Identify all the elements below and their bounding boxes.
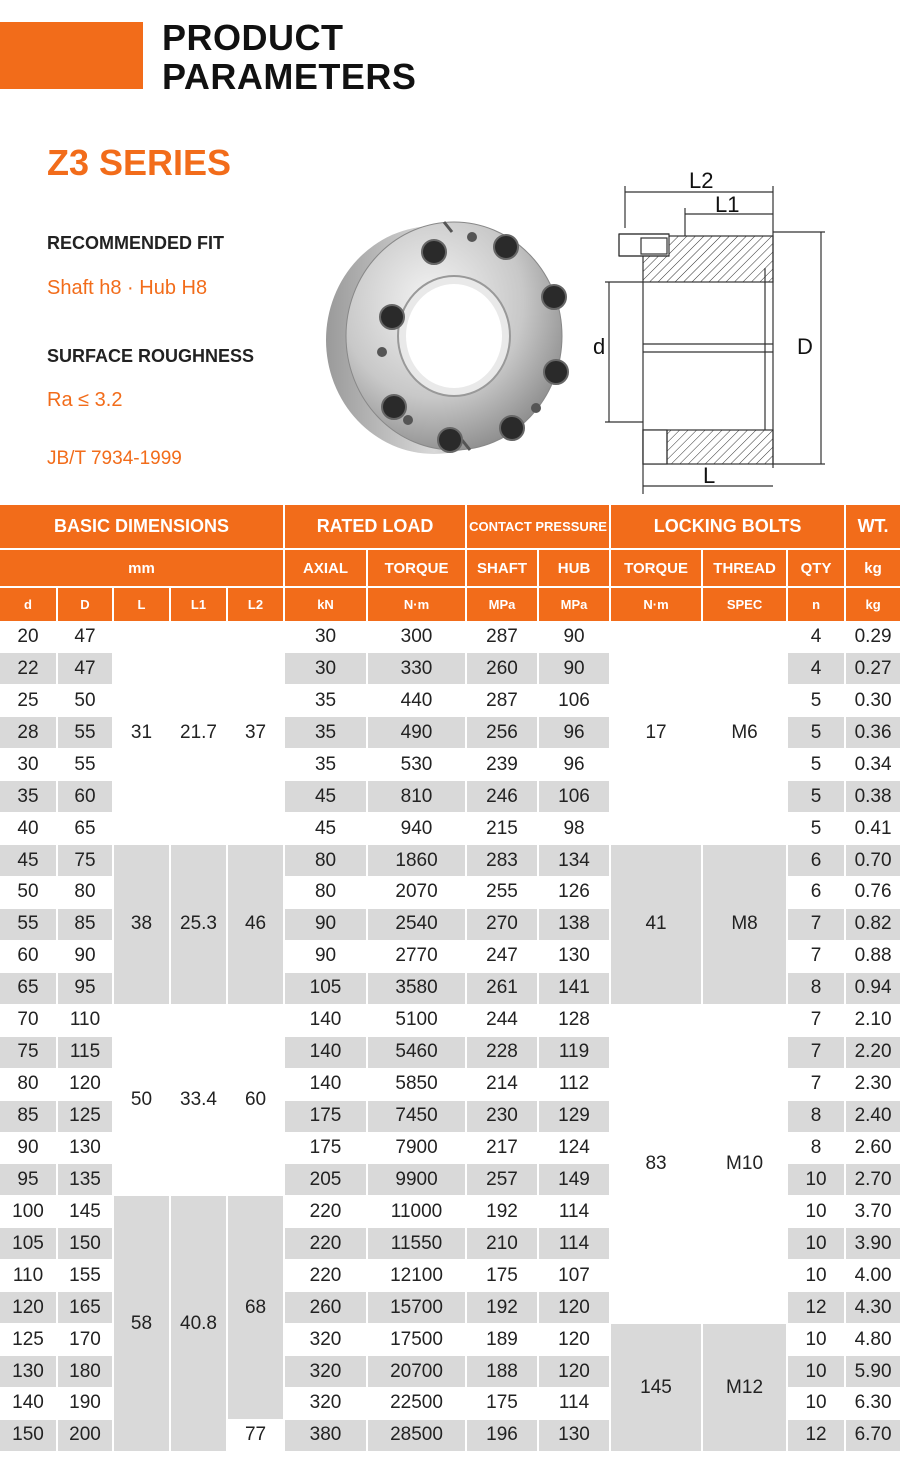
cell-shaft-pressure: 257: [466, 1164, 538, 1196]
cell-hub-pressure: 126: [538, 877, 610, 909]
cell-axial: 220: [284, 1260, 367, 1292]
cell-shaft-pressure: 246: [466, 781, 538, 813]
group-header: CONTACT PRESSURE: [466, 505, 610, 549]
table-row: [0, 845, 900, 877]
cell-hub-pressure: 114: [538, 1196, 610, 1228]
cell-d: 140: [0, 1388, 57, 1420]
cell-shaft-pressure: 239: [466, 749, 538, 781]
cell-D: 110: [57, 1004, 113, 1036]
cell-shaft-pressure: 217: [466, 1132, 538, 1164]
cell-L2: 68: [227, 1196, 284, 1420]
unit-header: d: [0, 587, 57, 621]
unit-header: N·m: [610, 587, 702, 621]
cell-shaft-pressure: 189: [466, 1324, 538, 1356]
cell-axial: 80: [284, 845, 367, 877]
cell-qty: 8: [787, 1132, 845, 1164]
cell-hub-pressure: 119: [538, 1036, 610, 1068]
cell-weight: 3.90: [845, 1228, 900, 1260]
unit-header: SPEC: [702, 587, 787, 621]
cell-hub-pressure: 90: [538, 621, 610, 653]
cell-weight: 2.60: [845, 1132, 900, 1164]
cell-D: 80: [57, 877, 113, 909]
cell-D: 50: [57, 685, 113, 717]
unit-header: L: [113, 587, 170, 621]
cell-qty: 6: [787, 877, 845, 909]
cell-d: 120: [0, 1292, 57, 1324]
cell-D: 180: [57, 1356, 113, 1388]
cell-hub-pressure: 114: [538, 1388, 610, 1420]
cell-shaft-pressure: 247: [466, 940, 538, 972]
cell-axial: 80: [284, 877, 367, 909]
cell-qty: 7: [787, 1036, 845, 1068]
cell-torque: 7450: [367, 1100, 466, 1132]
sub-header: TORQUE: [367, 549, 466, 587]
group-header-row: [0, 505, 900, 549]
cell-d: 150: [0, 1419, 57, 1451]
cell-D: 200: [57, 1419, 113, 1451]
cell-torque: 15700: [367, 1292, 466, 1324]
cell-axial: 105: [284, 972, 367, 1004]
cell-d: 30: [0, 749, 57, 781]
cell-qty: 4: [787, 621, 845, 653]
cell-hub-pressure: 106: [538, 781, 610, 813]
cell-torque: 530: [367, 749, 466, 781]
cell-shaft-pressure: 244: [466, 1004, 538, 1036]
sub-header: SHAFT: [466, 549, 538, 587]
cell-d: 65: [0, 972, 57, 1004]
cell-axial: 140: [284, 1068, 367, 1100]
cell-axial: 45: [284, 781, 367, 813]
cell-torque: 11550: [367, 1228, 466, 1260]
cell-qty: 8: [787, 1100, 845, 1132]
cell-qty: 5: [787, 781, 845, 813]
cell-weight: 5.90: [845, 1356, 900, 1388]
cell-bolt-thread: M10: [702, 1004, 787, 1323]
cell-torque: 440: [367, 685, 466, 717]
cell-d: 45: [0, 845, 57, 877]
recommended-fit-label: RECOMMENDED FIT: [47, 233, 224, 253]
unit-header: kN: [284, 587, 367, 621]
cell-hub-pressure: 96: [538, 717, 610, 749]
cell-D: 95: [57, 972, 113, 1004]
cell-weight: 0.88: [845, 940, 900, 972]
page-title-line1: PRODUCT: [162, 17, 344, 58]
cell-hub-pressure: 107: [538, 1260, 610, 1292]
cell-d: 110: [0, 1260, 57, 1292]
group-header: RATED LOAD: [284, 505, 466, 549]
cell-qty: 10: [787, 1228, 845, 1260]
cell-hub-pressure: 130: [538, 1419, 610, 1451]
cell-qty: 8: [787, 972, 845, 1004]
cell-axial: 380: [284, 1419, 367, 1451]
sub-header: HUB: [538, 549, 610, 587]
sub-header: AXIAL: [284, 549, 367, 587]
cell-d: 95: [0, 1164, 57, 1196]
cell-shaft-pressure: 192: [466, 1196, 538, 1228]
cell-d: 105: [0, 1228, 57, 1260]
cell-hub-pressure: 98: [538, 813, 610, 845]
header-accent-bar: [0, 22, 143, 89]
cell-axial: 260: [284, 1292, 367, 1324]
cell-weight: 3.70: [845, 1196, 900, 1228]
cell-qty: 7: [787, 1068, 845, 1100]
cell-torque: 810: [367, 781, 466, 813]
cell-hub-pressure: 96: [538, 749, 610, 781]
cell-weight: 4.80: [845, 1324, 900, 1356]
cell-weight: 6.70: [845, 1419, 900, 1451]
cell-qty: 12: [787, 1292, 845, 1324]
cell-axial: 205: [284, 1164, 367, 1196]
cell-L2: 46: [227, 845, 284, 1005]
cell-qty: 10: [787, 1388, 845, 1420]
parameters-table: [0, 505, 900, 1452]
cell-shaft-pressure: 228: [466, 1036, 538, 1068]
sub-header: THREAD: [702, 549, 787, 587]
cell-weight: 0.70: [845, 845, 900, 877]
cell-weight: 0.76: [845, 877, 900, 909]
cell-hub-pressure: 124: [538, 1132, 610, 1164]
cell-weight: 0.30: [845, 685, 900, 717]
cell-D: 75: [57, 845, 113, 877]
cell-torque: 5100: [367, 1004, 466, 1036]
cell-weight: 0.34: [845, 749, 900, 781]
cell-L2: 60: [227, 1004, 284, 1196]
cell-hub-pressure: 128: [538, 1004, 610, 1036]
cell-d: 125: [0, 1324, 57, 1356]
cell-qty: 10: [787, 1260, 845, 1292]
cell-qty: 10: [787, 1324, 845, 1356]
table-row: [0, 621, 900, 653]
product-photo: [322, 212, 572, 462]
cell-hub-pressure: 120: [538, 1324, 610, 1356]
cell-shaft-pressure: 196: [466, 1419, 538, 1451]
cell-shaft-pressure: 175: [466, 1388, 538, 1420]
dim-L2-label: L2: [689, 168, 714, 193]
cell-torque: 3580: [367, 972, 466, 1004]
cell-d: 60: [0, 940, 57, 972]
cell-bolt-torque: 41: [610, 845, 702, 1005]
cell-L1: 21.7: [170, 621, 227, 845]
cell-d: 85: [0, 1100, 57, 1132]
cell-D: 47: [57, 621, 113, 653]
cell-qty: 4: [787, 653, 845, 685]
cell-d: 28: [0, 717, 57, 749]
cell-d: 55: [0, 908, 57, 940]
cell-axial: 35: [284, 685, 367, 717]
cell-d: 40: [0, 813, 57, 845]
unit-header: N·m: [367, 587, 466, 621]
cell-shaft-pressure: 188: [466, 1356, 538, 1388]
cell-torque: 22500: [367, 1388, 466, 1420]
cell-torque: 490: [367, 717, 466, 749]
cell-D: 170: [57, 1324, 113, 1356]
cell-axial: 140: [284, 1036, 367, 1068]
cell-torque: 2070: [367, 877, 466, 909]
cell-weight: 0.82: [845, 908, 900, 940]
series-title: Z3 SERIES: [47, 142, 232, 183]
dim-L-label: L: [703, 463, 716, 488]
unit-header: L2: [227, 587, 284, 621]
cell-hub-pressure: 134: [538, 845, 610, 877]
cell-axial: 220: [284, 1228, 367, 1260]
standard-code: JB/T 7934-1999: [47, 448, 182, 469]
cell-weight: 2.30: [845, 1068, 900, 1100]
cell-d: 25: [0, 685, 57, 717]
cell-bolt-thread: M6: [702, 621, 787, 845]
cell-torque: 28500: [367, 1419, 466, 1451]
cell-axial: 90: [284, 940, 367, 972]
cell-d: 35: [0, 781, 57, 813]
cell-weight: 4.00: [845, 1260, 900, 1292]
cell-L: 31: [113, 621, 170, 845]
cell-hub-pressure: 120: [538, 1292, 610, 1324]
cell-torque: 2770: [367, 940, 466, 972]
cell-shaft-pressure: 287: [466, 685, 538, 717]
cell-d: 22: [0, 653, 57, 685]
surface-roughness-value: Ra ≤ 3.2: [47, 389, 123, 411]
cell-torque: 1860: [367, 845, 466, 877]
cell-qty: 5: [787, 749, 845, 781]
cell-L: 38: [113, 845, 170, 1005]
cell-D: 135: [57, 1164, 113, 1196]
cell-D: 125: [57, 1100, 113, 1132]
cell-axial: 45: [284, 813, 367, 845]
cell-axial: 90: [284, 908, 367, 940]
cell-hub-pressure: 112: [538, 1068, 610, 1100]
cell-qty: 7: [787, 1004, 845, 1036]
cell-D: 120: [57, 1068, 113, 1100]
cell-shaft-pressure: 214: [466, 1068, 538, 1100]
cell-bolt-torque: 83: [610, 1004, 702, 1323]
cell-D: 130: [57, 1132, 113, 1164]
cell-hub-pressure: 130: [538, 940, 610, 972]
cell-shaft-pressure: 210: [466, 1228, 538, 1260]
group-header: LOCKING BOLTS: [610, 505, 845, 549]
cell-hub-pressure: 149: [538, 1164, 610, 1196]
cell-hub-pressure: 120: [538, 1356, 610, 1388]
cross-section-drawing: [585, 168, 835, 498]
cell-d: 20: [0, 621, 57, 653]
unit-header-row: [0, 587, 900, 621]
cell-L1: 25.3: [170, 845, 227, 1005]
cell-axial: 35: [284, 749, 367, 781]
cell-axial: 220: [284, 1196, 367, 1228]
cell-D: 115: [57, 1036, 113, 1068]
cell-qty: 10: [787, 1164, 845, 1196]
cell-hub-pressure: 138: [538, 908, 610, 940]
cell-axial: 320: [284, 1388, 367, 1420]
cell-qty: 5: [787, 813, 845, 845]
cell-hub-pressure: 114: [538, 1228, 610, 1260]
cell-torque: 9900: [367, 1164, 466, 1196]
cell-shaft-pressure: 192: [466, 1292, 538, 1324]
sub-header-row: [0, 549, 900, 587]
cell-torque: 300: [367, 621, 466, 653]
dim-L1-label: L1: [715, 192, 740, 217]
cell-weight: 0.41: [845, 813, 900, 845]
cell-axial: 140: [284, 1004, 367, 1036]
cell-weight: 2.20: [845, 1036, 900, 1068]
group-header: BASIC DIMENSIONS: [0, 505, 284, 549]
cell-axial: 175: [284, 1100, 367, 1132]
unit-header: D: [57, 587, 113, 621]
cell-D: 47: [57, 653, 113, 685]
cell-L: 50: [113, 1004, 170, 1196]
cell-hub-pressure: 141: [538, 972, 610, 1004]
cell-qty: 10: [787, 1356, 845, 1388]
cell-d: 50: [0, 877, 57, 909]
unit-header: L1: [170, 587, 227, 621]
sub-header: QTY: [787, 549, 845, 587]
sub-header: kg: [845, 549, 900, 587]
cell-torque: 940: [367, 813, 466, 845]
cell-shaft-pressure: 215: [466, 813, 538, 845]
cell-shaft-pressure: 287: [466, 621, 538, 653]
cell-weight: 2.70: [845, 1164, 900, 1196]
cell-D: 150: [57, 1228, 113, 1260]
group-header: WT.: [845, 505, 900, 549]
cell-D: 155: [57, 1260, 113, 1292]
cell-qty: 7: [787, 908, 845, 940]
dim-d-label: d: [593, 334, 606, 359]
cell-d: 130: [0, 1356, 57, 1388]
cell-axial: 35: [284, 717, 367, 749]
cell-L1: 40.8: [170, 1196, 227, 1452]
cell-shaft-pressure: 260: [466, 653, 538, 685]
cell-D: 165: [57, 1292, 113, 1324]
sub-header: mm: [0, 549, 284, 587]
cell-hub-pressure: 106: [538, 685, 610, 717]
cell-shaft-pressure: 255: [466, 877, 538, 909]
page-title: [162, 18, 416, 96]
cell-qty: 10: [787, 1196, 845, 1228]
cell-L1: 33.4: [170, 1004, 227, 1196]
cell-qty: 6: [787, 845, 845, 877]
cell-torque: 11000: [367, 1196, 466, 1228]
surface-roughness-label: SURFACE ROUGHNESS: [47, 346, 255, 366]
cell-qty: 12: [787, 1419, 845, 1451]
cell-weight: 0.94: [845, 972, 900, 1004]
cell-qty: 5: [787, 685, 845, 717]
cell-weight: 2.40: [845, 1100, 900, 1132]
cell-shaft-pressure: 270: [466, 908, 538, 940]
cell-torque: 12100: [367, 1260, 466, 1292]
cell-d: 75: [0, 1036, 57, 1068]
cell-weight: 0.27: [845, 653, 900, 685]
cell-weight: 0.38: [845, 781, 900, 813]
cell-torque: 330: [367, 653, 466, 685]
cell-torque: 17500: [367, 1324, 466, 1356]
cell-d: 80: [0, 1068, 57, 1100]
cell-axial: 175: [284, 1132, 367, 1164]
cell-d: 70: [0, 1004, 57, 1036]
cell-weight: 4.30: [845, 1292, 900, 1324]
cell-L2: 37: [227, 621, 284, 845]
cell-L: 58: [113, 1196, 170, 1452]
unit-header: n: [787, 587, 845, 621]
unit-header: MPa: [466, 587, 538, 621]
cell-d: 100: [0, 1196, 57, 1228]
cell-weight: 0.29: [845, 621, 900, 653]
cell-axial: 30: [284, 653, 367, 685]
unit-header: kg: [845, 587, 900, 621]
cell-D: 60: [57, 781, 113, 813]
cell-weight: 6.30: [845, 1388, 900, 1420]
cell-torque: 20700: [367, 1356, 466, 1388]
page-title-line2: PARAMETERS: [162, 56, 417, 97]
cell-qty: 5: [787, 717, 845, 749]
cell-bolt-torque: 17: [610, 621, 702, 845]
cell-D: 190: [57, 1388, 113, 1420]
cell-D: 85: [57, 908, 113, 940]
cell-shaft-pressure: 256: [466, 717, 538, 749]
sub-header: TORQUE: [610, 549, 702, 587]
cell-D: 55: [57, 749, 113, 781]
cell-D: 55: [57, 717, 113, 749]
dim-D-label: D: [797, 334, 813, 359]
cell-shaft-pressure: 261: [466, 972, 538, 1004]
cell-torque: 5850: [367, 1068, 466, 1100]
cell-hub-pressure: 90: [538, 653, 610, 685]
cell-d: 90: [0, 1132, 57, 1164]
cell-L2: 77: [227, 1419, 284, 1451]
cell-shaft-pressure: 230: [466, 1100, 538, 1132]
cell-D: 65: [57, 813, 113, 845]
unit-header: MPa: [538, 587, 610, 621]
cell-torque: 5460: [367, 1036, 466, 1068]
cell-shaft-pressure: 175: [466, 1260, 538, 1292]
cell-bolt-torque: 145: [610, 1324, 702, 1452]
table-row: [0, 1004, 900, 1036]
cell-qty: 7: [787, 940, 845, 972]
cell-bolt-thread: M12: [702, 1324, 787, 1452]
cell-weight: 0.36: [845, 717, 900, 749]
cell-D: 90: [57, 940, 113, 972]
cell-hub-pressure: 129: [538, 1100, 610, 1132]
cell-torque: 2540: [367, 908, 466, 940]
cell-shaft-pressure: 283: [466, 845, 538, 877]
cell-axial: 320: [284, 1356, 367, 1388]
cell-torque: 7900: [367, 1132, 466, 1164]
cell-bolt-thread: M8: [702, 845, 787, 1005]
cell-D: 145: [57, 1196, 113, 1228]
cell-axial: 30: [284, 621, 367, 653]
cell-axial: 320: [284, 1324, 367, 1356]
recommended-fit-value: Shaft h8 · Hub H8: [47, 277, 208, 299]
cell-weight: 2.10: [845, 1004, 900, 1036]
